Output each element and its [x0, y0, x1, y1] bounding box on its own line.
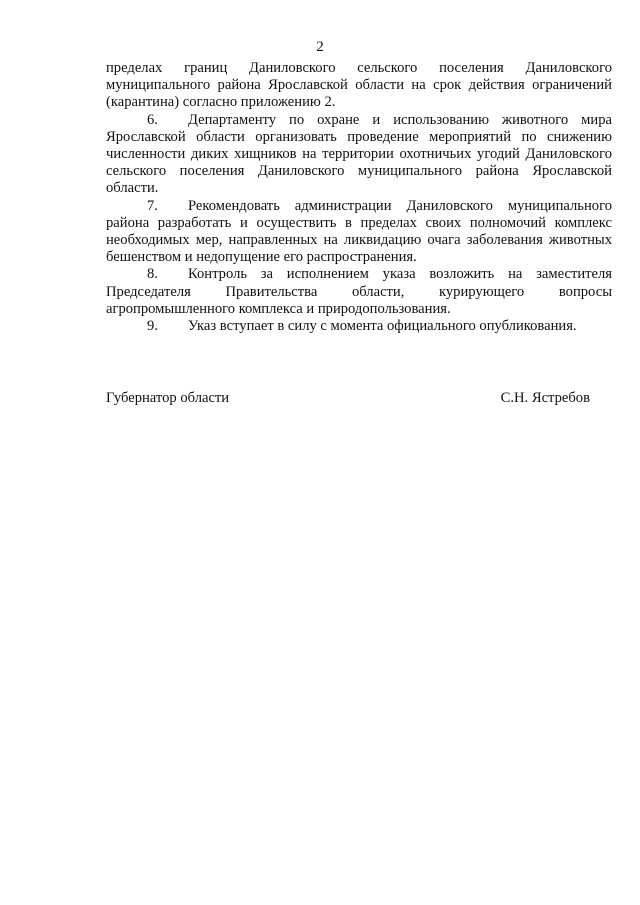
- paragraph-number: 9.: [147, 318, 158, 335]
- paragraph-text: Контроль за исполнением указа возложить на заместителя Председателя Правительства области, курирующего вопросы агропромышленного комплекса и природопользования.: [106, 266, 612, 317]
- paragraph-9: [106, 318, 612, 335]
- signatory-name: С.Н. Ястребов: [500, 390, 590, 406]
- paragraph-number: 6.: [147, 111, 158, 128]
- paragraph-text: Рекомендовать администрации Даниловского муниципального района разработать и осуществить в пределах своих полномочий комплекс необходимых мер, направленных на ликвидацию очага заболевания животных бешенством и недопущение его распространения.: [106, 197, 612, 266]
- page-number: 2: [316, 39, 324, 55]
- decree-body: [106, 60, 612, 335]
- paragraph-text: пределах границ Даниловского сельского поселения Даниловского муниципального района Ярославской области на срок действия ограничений (карантина) согласно приложению 2.: [106, 60, 612, 111]
- paragraph-text: Указ вступает в силу с момента официального опубликования.: [188, 318, 577, 335]
- paragraph-continuation: [106, 60, 612, 112]
- paragraph-6: [106, 112, 612, 198]
- paragraph-number: 7.: [147, 197, 158, 214]
- paragraph-number: 8.: [147, 266, 158, 283]
- signature-block: [106, 390, 590, 407]
- paragraph-8: [106, 266, 612, 318]
- paragraph-text: Департаменту по охране и использованию животного мира Ярославской области организовать проведение мероприятий по снижению численности диких хищников на территории охотничьих угодий Даниловского сельского поселения Даниловского муниципального района Ярославской области.: [106, 111, 612, 197]
- signatory-position: Губернатор области: [106, 390, 230, 406]
- paragraph-7: [106, 198, 612, 267]
